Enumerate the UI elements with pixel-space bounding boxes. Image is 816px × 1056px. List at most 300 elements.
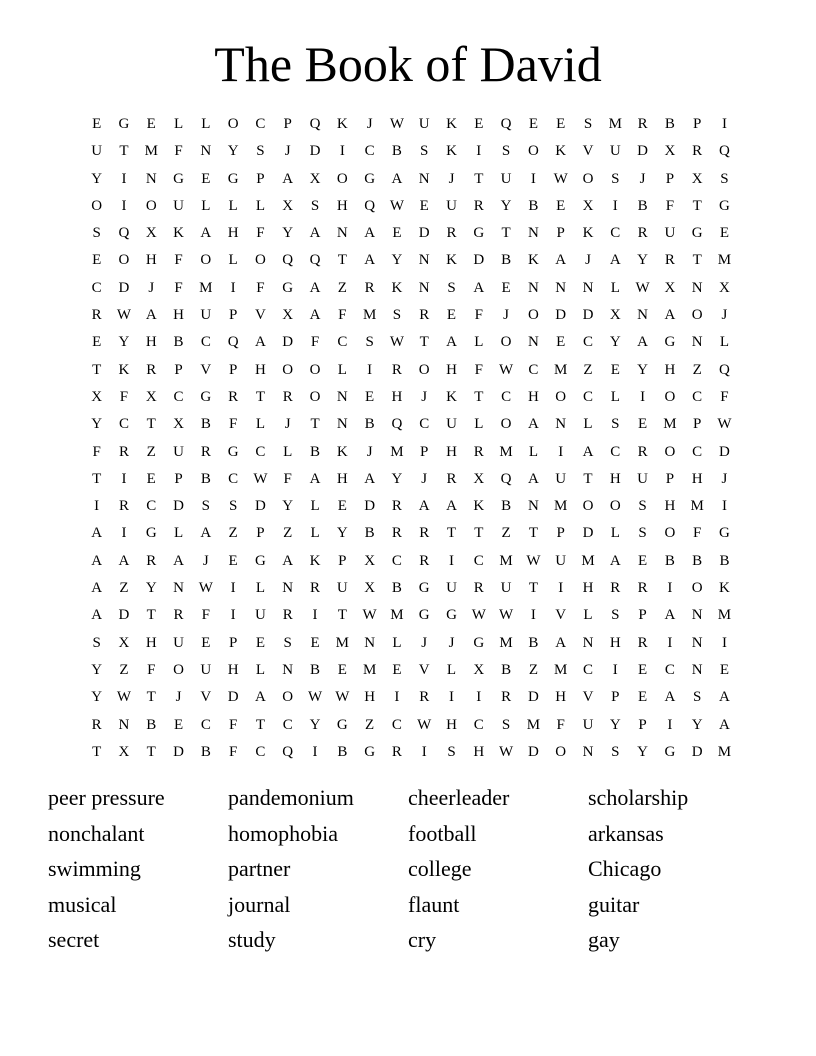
grid-letter: A <box>91 552 103 569</box>
grid-letter: O <box>336 170 348 187</box>
grid-letter: M <box>717 252 732 269</box>
grid-letter: U <box>446 197 457 214</box>
grid-letter: H <box>446 443 457 460</box>
grid-letter: Z <box>228 525 238 542</box>
grid-letter: H <box>255 361 266 378</box>
grid-letter: F <box>147 661 156 678</box>
grid-letter: A <box>309 225 321 242</box>
grid-letter: P <box>638 607 647 624</box>
grid-letter: E <box>228 552 238 569</box>
grid-letter: A <box>555 634 567 651</box>
grid-letter: S <box>283 634 292 651</box>
grid-letter: G <box>719 525 730 542</box>
grid-letter: A <box>282 552 294 569</box>
grid-letter: D <box>719 443 730 460</box>
grid-letter: J <box>448 170 455 187</box>
grid-letter: W <box>362 607 377 624</box>
grid-letter: M <box>554 361 568 378</box>
grid-letter: N <box>691 279 703 296</box>
grid-letter: W <box>389 197 404 214</box>
grid-letter: A <box>391 170 403 187</box>
grid-letter: T <box>146 607 156 624</box>
grid-letter: I <box>530 607 536 624</box>
grid-letter: G <box>200 388 212 405</box>
grid-letter: L <box>474 334 484 351</box>
grid-letter: L <box>228 252 238 269</box>
grid-letter: D <box>309 143 321 160</box>
grid-letter: I <box>721 634 727 651</box>
grid-letter: P <box>693 116 702 132</box>
grid-letter: Z <box>501 525 511 542</box>
grid-letter: I <box>449 552 454 569</box>
grid-letter: J <box>284 143 291 160</box>
grid-letter: F <box>720 388 729 405</box>
grid-letter: V <box>200 361 212 378</box>
grid-letter: B <box>364 525 375 542</box>
grid-letter: P <box>420 443 429 460</box>
grid-letter: W <box>417 716 432 733</box>
word-list-item: scholarship <box>588 785 689 810</box>
grid-letter: A <box>255 689 266 706</box>
grid-letter: Z <box>337 279 347 296</box>
grid-letter: O <box>255 252 266 269</box>
grid-letter: B <box>391 143 402 160</box>
grid-letter: E <box>146 116 156 132</box>
grid-letter: I <box>612 661 618 678</box>
grid-letter: X <box>145 225 157 242</box>
grid-letter: W <box>717 416 732 433</box>
grid-letter: X <box>364 580 376 597</box>
grid-letter: N <box>336 225 348 242</box>
grid-letter: V <box>200 689 212 706</box>
grid-letter: X <box>664 143 676 160</box>
grid-letter: K <box>555 143 567 160</box>
grid-letter: T <box>501 225 511 242</box>
grid-letter: X <box>473 661 485 678</box>
grid-letter: O <box>309 388 321 405</box>
grid-letter: A <box>527 416 539 433</box>
grid-letter: K <box>336 443 348 460</box>
word-list-item: swimming <box>48 856 141 882</box>
grid-letter: W <box>553 170 568 187</box>
grid-letter: U <box>173 634 184 651</box>
grid-letter: L <box>610 388 620 405</box>
grid-letter: K <box>391 279 403 296</box>
grid-letter: N <box>555 416 567 433</box>
grid-letter: G <box>227 170 239 187</box>
grid-letter: O <box>145 197 157 214</box>
grid-letter: Q <box>282 252 294 269</box>
grid-letter: L <box>583 416 593 433</box>
grid-letter: I <box>230 580 236 597</box>
grid-letter: U <box>173 443 184 460</box>
grid-letter: C <box>255 743 266 760</box>
grid-letter: A <box>609 552 621 569</box>
grid-letter: I <box>339 143 345 160</box>
grid-letter: X <box>282 307 294 324</box>
grid-letter: N <box>336 388 348 405</box>
grid-letter: R <box>501 689 512 706</box>
grid-letter: Y <box>391 470 403 487</box>
grid-letter: Y <box>282 498 294 515</box>
grid-letter: Q <box>364 197 376 214</box>
grid-letter: B <box>692 552 703 569</box>
grid-letter: R <box>146 552 157 569</box>
grid-letter: L <box>392 634 402 651</box>
grid-letter: Q <box>719 361 730 378</box>
grid-letter: G <box>364 170 376 187</box>
grid-letter: E <box>719 225 730 242</box>
grid-letter: W <box>499 743 514 760</box>
grid-letter: Q <box>282 743 294 760</box>
grid-letter: Y <box>336 525 348 542</box>
grid-letter: O <box>282 689 294 706</box>
grid-letter: D <box>582 307 594 324</box>
grid-letter: O <box>500 416 512 433</box>
grid-letter: Y <box>637 361 648 378</box>
grid-letter: Q <box>500 116 512 132</box>
grid-letter: N <box>691 634 703 651</box>
grid-letter: W <box>116 689 132 706</box>
grid-letter: S <box>365 334 374 351</box>
grid-letter: D <box>173 498 184 515</box>
grid-letter: L <box>310 525 320 542</box>
grid-letter: S <box>638 498 647 515</box>
grid-letter: I <box>121 197 127 214</box>
grid-letter: C <box>91 279 102 296</box>
grid-letter: U <box>664 225 676 242</box>
grid-letter: U <box>446 416 457 433</box>
grid-letter: S <box>720 170 729 187</box>
grid-letter: H <box>691 470 703 487</box>
grid-letter: T <box>419 334 429 351</box>
grid-letter: J <box>421 470 428 487</box>
grid-letter: K <box>446 252 457 269</box>
grid-letter: U <box>200 661 212 678</box>
grid-letter: D <box>527 689 539 706</box>
grid-letter: Y <box>500 197 512 214</box>
grid-letter: Y <box>91 170 103 187</box>
grid-letter: Q <box>118 225 130 242</box>
grid-letter: Z <box>528 661 538 678</box>
grid-letter: T <box>119 143 129 160</box>
grid-letter: H <box>664 361 676 378</box>
grid-letter: W <box>471 607 486 624</box>
grid-letter: L <box>583 607 593 624</box>
grid-letter: E <box>556 197 566 214</box>
grid-letter: E <box>201 170 211 187</box>
grid-letter: H <box>145 252 157 269</box>
grid-letter: N <box>418 252 430 269</box>
grid-letter: W <box>526 552 541 569</box>
grid-letter: J <box>148 279 155 296</box>
grid-letter: I <box>721 116 727 132</box>
grid-letter: K <box>309 552 321 569</box>
grid-letter: M <box>499 552 513 569</box>
grid-letter: H <box>364 689 376 706</box>
grid-letter: O <box>227 116 239 132</box>
grid-letter: N <box>555 279 567 296</box>
grid-letter: C <box>582 334 593 351</box>
grid-letter: G <box>418 607 430 624</box>
grid-letter: X <box>364 552 376 569</box>
grid-letter: X <box>309 170 321 187</box>
grid-letter: F <box>174 252 183 269</box>
grid-letter: A <box>255 334 266 351</box>
grid-letter: F <box>228 743 238 760</box>
grid-letter: O <box>500 334 512 351</box>
grid-letter: C <box>610 225 621 242</box>
word-list-item: study <box>228 927 276 953</box>
grid-letter: A <box>91 607 103 624</box>
grid-letter: C <box>391 716 402 733</box>
grid-letter: F <box>228 716 238 733</box>
grid-letter: K <box>446 143 457 160</box>
grid-letter: Y <box>609 716 621 733</box>
grid-letter: W <box>499 607 514 624</box>
grid-letter: T <box>146 416 156 433</box>
grid-letter: J <box>503 307 510 324</box>
grid-letter: M <box>526 716 541 733</box>
grid-letter: G <box>473 225 485 242</box>
grid-letter: U <box>446 580 457 597</box>
grid-letter: G <box>282 279 294 296</box>
grid-letter: M <box>199 279 213 296</box>
grid-letter: E <box>92 116 102 132</box>
grid-letter: C <box>391 552 402 569</box>
grid-letter: T <box>692 252 702 269</box>
grid-letter: L <box>528 443 538 460</box>
grid-letter: H <box>145 634 157 651</box>
grid-letter: V <box>255 307 266 324</box>
grid-letter: U <box>609 143 621 160</box>
grid-letter: X <box>664 279 676 296</box>
grid-letter: P <box>338 552 347 569</box>
grid-letter: N <box>691 607 703 624</box>
word-list-item: college <box>408 856 472 882</box>
grid-letter: F <box>92 443 101 460</box>
grid-letter: B <box>337 743 348 760</box>
grid-letter: N <box>282 661 294 678</box>
grid-letter: M <box>717 607 732 624</box>
grid-letter: E <box>556 334 566 351</box>
grid-letter: W <box>198 580 213 597</box>
grid-letter: B <box>637 197 648 214</box>
grid-letter: W <box>389 116 404 132</box>
grid-letter: Q <box>391 416 403 433</box>
grid-letter: D <box>173 743 184 760</box>
grid-letter: N <box>691 334 703 351</box>
grid-letter: X <box>173 416 184 433</box>
grid-letter: U <box>555 470 567 487</box>
grid-letter: R <box>282 607 293 624</box>
grid-letter: N <box>282 580 294 597</box>
word-list-item: Chicago <box>588 856 662 882</box>
word-list-item: gay <box>588 927 620 953</box>
grid-letter: W <box>307 689 323 706</box>
grid-letter: T <box>528 525 538 542</box>
grid-letter: H <box>582 580 594 597</box>
grid-letter: R <box>146 361 157 378</box>
grid-letter: N <box>336 416 348 433</box>
grid-letter: C <box>419 416 430 433</box>
grid-letter: O <box>582 170 594 187</box>
grid-letter: I <box>121 470 127 487</box>
grid-letter: S <box>638 525 647 542</box>
grid-letter: C <box>582 661 593 678</box>
grid-letter: E <box>638 661 648 678</box>
grid-letter: H <box>336 470 348 487</box>
grid-letter: T <box>92 361 102 378</box>
grid-letter: E <box>365 388 375 405</box>
grid-letter: U <box>200 307 212 324</box>
word-list-item: pandemonium <box>228 785 354 810</box>
grid-letter: T <box>337 607 347 624</box>
grid-letter: J <box>721 470 728 487</box>
grid-letter: R <box>200 443 211 460</box>
grid-letter: Y <box>227 143 239 160</box>
grid-letter: B <box>719 552 730 569</box>
grid-letter: P <box>228 361 238 378</box>
grid-letter: N <box>527 279 539 296</box>
grid-letter: J <box>721 307 728 324</box>
grid-letter: E <box>638 416 648 433</box>
grid-letter: I <box>612 197 618 214</box>
grid-letter: C <box>255 443 266 460</box>
grid-letter: C <box>692 443 703 460</box>
grid-letter: O <box>582 498 594 515</box>
grid-letter: T <box>337 252 347 269</box>
grid-letter: G <box>664 743 676 760</box>
grid-letter: L <box>255 580 266 597</box>
word-list-item: cry <box>408 927 437 953</box>
grid-letter: O <box>609 498 621 515</box>
grid-letter: C <box>692 388 703 405</box>
grid-letter: S <box>92 225 101 242</box>
grid-letter: O <box>664 525 676 542</box>
grid-letter: H <box>173 307 184 324</box>
grid-letter: Z <box>583 361 593 378</box>
grid-letter: L <box>228 197 238 214</box>
grid-letter: R <box>118 443 129 460</box>
grid-letter: E <box>310 634 320 651</box>
grid-letter: X <box>118 634 130 651</box>
word-list-item: football <box>408 820 477 846</box>
grid-letter: F <box>283 470 292 487</box>
grid-letter: D <box>555 307 567 324</box>
grid-letter: P <box>638 716 647 733</box>
grid-letter: T <box>474 525 484 542</box>
grid-letter: F <box>174 143 183 160</box>
grid-letter: G <box>255 552 266 569</box>
grid-letter: L <box>201 116 211 132</box>
grid-letter: R <box>391 361 402 378</box>
grid-letter: U <box>255 607 266 624</box>
grid-letter: L <box>474 416 484 433</box>
grid-letter: S <box>447 743 456 760</box>
grid-letter: U <box>637 470 648 487</box>
grid-letter: O <box>200 252 212 269</box>
grid-letter: C <box>282 716 293 733</box>
grid-letter: S <box>256 143 265 160</box>
grid-letter: W <box>389 334 404 351</box>
grid-letter: A <box>582 443 594 460</box>
grid-letter: T <box>692 197 702 214</box>
grid-letter: L <box>610 525 620 542</box>
grid-letter: N <box>637 307 648 324</box>
grid-letter: C <box>337 334 348 351</box>
grid-letter: B <box>528 634 539 651</box>
grid-letter: G <box>719 197 730 214</box>
grid-letter: I <box>640 388 646 405</box>
grid-letter: J <box>421 634 428 651</box>
grid-letter: U <box>418 116 430 132</box>
grid-letter: R <box>419 689 430 706</box>
grid-letter: O <box>555 743 567 760</box>
grid-letter: E <box>92 252 102 269</box>
grid-letter: R <box>282 388 293 405</box>
grid-letter: Y <box>609 334 621 351</box>
grid-letter: J <box>284 416 291 433</box>
grid-letter: I <box>449 689 454 706</box>
grid-letter: L <box>283 443 293 460</box>
grid-letter: R <box>419 525 430 542</box>
grid-letter: O <box>555 388 567 405</box>
grid-letter: M <box>390 443 404 460</box>
grid-letter: K <box>118 361 130 378</box>
grid-letter: I <box>394 689 400 706</box>
grid-letter: B <box>146 716 157 733</box>
grid-letter: Y <box>282 225 294 242</box>
grid-letter: B <box>501 661 512 678</box>
grid-letter: F <box>310 334 320 351</box>
grid-letter: N <box>418 170 430 187</box>
grid-letter: A <box>719 716 730 733</box>
grid-letter: M <box>690 498 704 515</box>
grid-letter: A <box>664 689 676 706</box>
grid-letter: V <box>555 607 567 624</box>
grid-letter: N <box>691 661 703 678</box>
grid-letter: E <box>638 552 648 569</box>
word-list-item: homophobia <box>228 820 338 846</box>
grid-letter: S <box>228 498 238 515</box>
grid-letter: H <box>527 388 539 405</box>
grid-letter: S <box>611 170 620 187</box>
grid-letter: A <box>637 334 648 351</box>
grid-letter: E <box>446 307 457 324</box>
grid-letter: C <box>146 498 157 515</box>
grid-letter: B <box>200 470 211 487</box>
grid-letter: D <box>118 607 130 624</box>
grid-letter: N <box>527 498 539 515</box>
grid-letter: N <box>200 143 212 160</box>
grid-letter: E <box>392 661 402 678</box>
grid-letter: E <box>146 470 156 487</box>
grid-letter: L <box>201 197 211 214</box>
grid-letter: E <box>638 689 648 706</box>
grid-letter: G <box>118 116 130 132</box>
grid-letter: R <box>473 580 484 597</box>
grid-letter: F <box>665 197 675 214</box>
grid-letter: U <box>91 143 103 160</box>
grid-letter: E <box>173 716 184 733</box>
grid-letter: D <box>118 279 130 296</box>
grid-letter: D <box>282 334 294 351</box>
grid-letter: X <box>691 170 703 187</box>
grid-letter: F <box>338 307 347 324</box>
grid-letter: C <box>473 552 484 569</box>
grid-letter: L <box>173 525 184 542</box>
